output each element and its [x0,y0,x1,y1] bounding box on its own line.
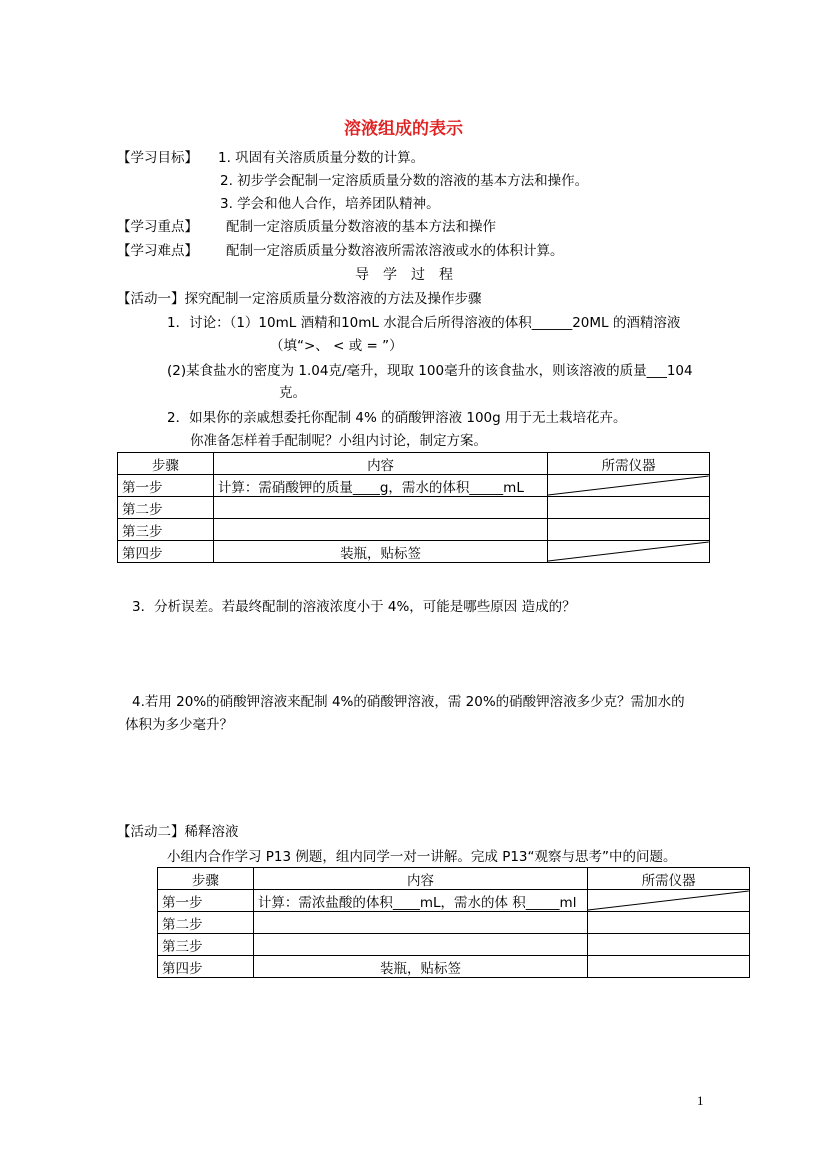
header-step: 步骤 [118,453,214,475]
question-2-cont: 你准备怎样着手配制呢？小组内讨论，制定方案。 [190,433,487,449]
difficulty-label: 【学习难点】 [117,243,198,259]
row-step: 第三步 [158,934,254,956]
table-row [158,934,750,956]
row-instruments [548,519,710,541]
row-content [253,912,587,934]
objective-item-2: 2. 初步学会配制一定溶质质量分数的溶液的基本方法和操作。 [220,173,589,189]
table-row [118,497,710,519]
header-content: 内容 [253,868,587,890]
diagonal-cell [588,890,750,912]
difficulty-text: 配制一定溶质质量分数溶液所需浓溶液或水的体积计算。 [226,243,564,259]
activity2-table [157,867,750,978]
row-content [213,519,547,541]
header-instruments: 所需仪器 [588,868,750,890]
table-row [118,519,710,541]
table-row [118,475,710,497]
diagonal-cell [548,475,710,497]
activity1-heading: 【活动一】探究配制一定溶质质量分数溶液的方法及操作步骤 [117,291,482,307]
row-content [213,497,547,519]
question-4-cont: 体积为多少毫升？ [125,717,233,733]
row-content [253,934,587,956]
row-instruments [588,956,750,978]
focus-label: 【学习重点】 [117,219,198,235]
row-step: 第二步 [118,497,214,519]
question-1: 1．讨论：（1）10mL 酒精和10mL 水混合后所得溶液的体积______20ML 的酒精溶液 [167,315,681,331]
activity2-intro: 小组内合作学习 P13 例题，组内同学一对一讲解。完成 P13“观察与思考”中的问题。 [167,849,677,865]
row-instruments [548,497,710,519]
section-heading: 导 学 过 程 [355,267,453,283]
row-step: 第四步 [118,541,214,563]
header-step: 步骤 [158,868,254,890]
table-row [158,912,750,934]
row-step: 第一步 [158,890,254,912]
row-step: 第一步 [118,475,214,497]
row-content: 计算：需浓盐酸的体积____mL，需水的体 积_____ml [253,890,587,912]
diagonal-cell [548,541,710,563]
table-row [158,890,750,912]
table-row [118,541,710,563]
activity1-table [117,452,710,563]
row-instruments [588,934,750,956]
row-content: 装瓶，贴标签 [213,541,547,563]
page-number: 1 [697,1093,704,1108]
objective-item-1: 1. 巩固有关溶质质量分数的计算。 [218,150,425,166]
page-title: 溶液组成的表示 [344,119,463,139]
row-content: 装瓶，贴标签 [253,956,587,978]
table-header-row [118,453,710,475]
row-step: 第四步 [158,956,254,978]
table-header-row [158,868,750,890]
question-4: 4.若用 20%的硝酸钾溶液来配制 4%的硝酸钾溶液，需 20%的硝酸钾溶液多少克？需加水的 [132,694,685,710]
row-step: 第二步 [158,912,254,934]
focus-text: 配制一定溶质质量分数溶液的基本方法和操作 [226,219,496,235]
header-content: 内容 [213,453,547,475]
question-1-note: （填“>、 < 或 = ”） [270,338,403,354]
objectives-label: 【学习目标】 [117,150,198,166]
question-2: 2．如果你的亲戚想委托你配制 4% 的硝酸钾溶液 100g 用于无土栽培花卉。 [167,410,627,426]
question-3: 3．分析误差。若最终配制的溶液浓度小于 4%，可能是哪些原因 造成的？ [132,599,576,615]
question-1b-cont: 克。 [279,385,306,401]
header-instruments: 所需仪器 [548,453,710,475]
row-instruments [588,912,750,934]
table-row [158,956,750,978]
activity2-heading: 【活动二】稀释溶液 [117,824,239,840]
row-content: 计算：需硝酸钾的质量____g，需水的体积_____mL [213,475,547,497]
question-1b: (2)某食盐水的密度为 1.04克/毫升，现取 100毫升的该食盐水，则该溶液的质量___104 [167,363,693,379]
row-step: 第三步 [118,519,214,541]
objective-item-3: 3. 学会和他人合作，培养团队精神。 [220,196,440,212]
